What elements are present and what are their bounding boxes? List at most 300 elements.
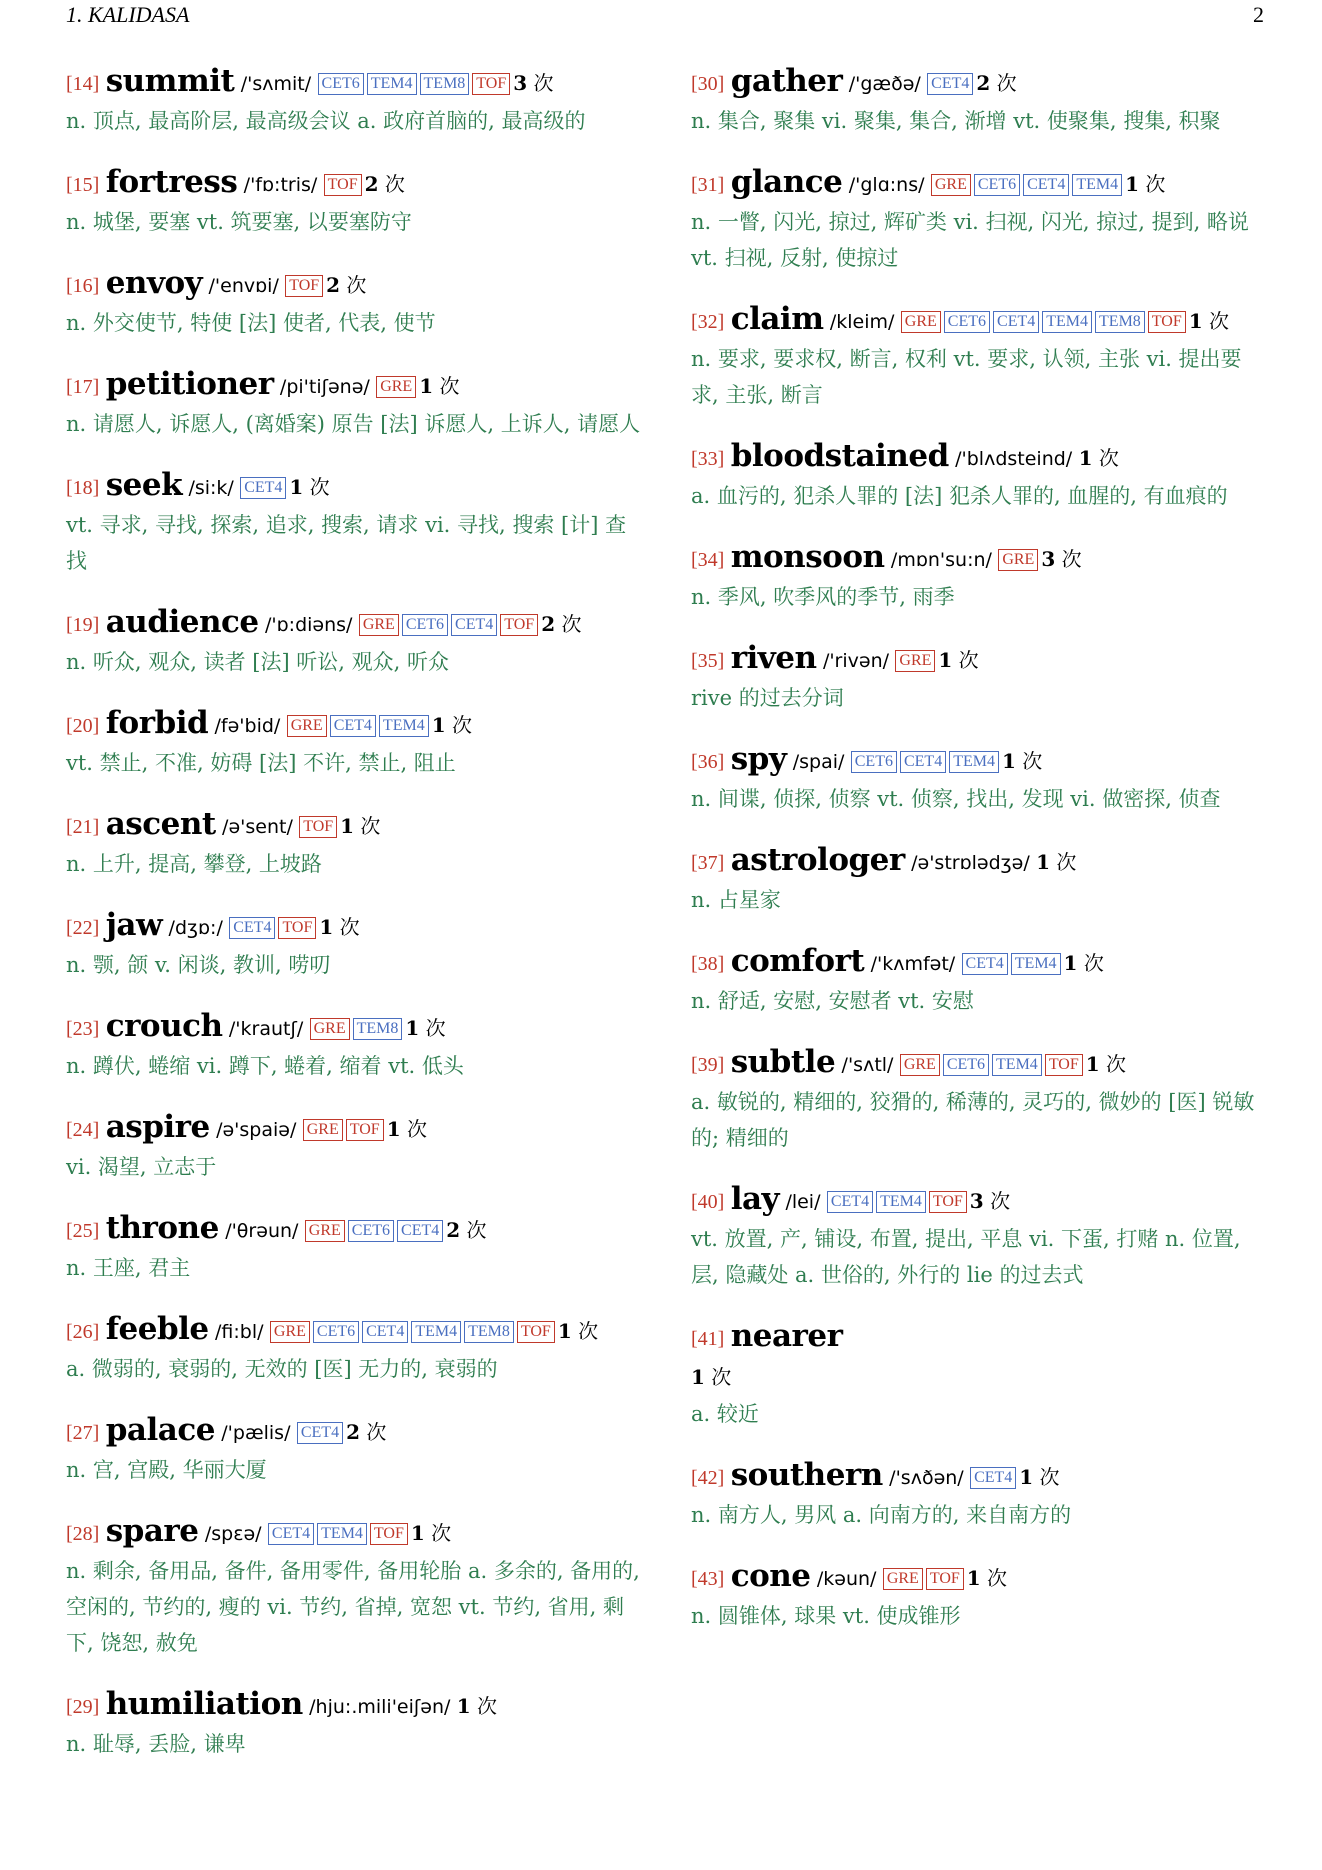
vocab-entry (66, 1310, 641, 1387)
entry-number: [31] (691, 174, 725, 196)
exam-tag-badge: TEM4 (949, 751, 999, 773)
exam-tag-badge: TOF (370, 1523, 408, 1545)
exam-tag-badge: CET4 (240, 477, 286, 499)
pronunciation: /ə'strɒlədʒə/ (911, 852, 1030, 874)
count-number: 2 (346, 1420, 360, 1444)
occurrence-count (1041, 547, 1081, 571)
headword: bloodstained (730, 438, 949, 474)
occurrence-count (1086, 1052, 1126, 1076)
occurrence-count (289, 475, 329, 499)
entry-headline (691, 62, 1266, 103)
count-unit: 次 (354, 814, 381, 838)
count-unit: 次 (983, 1189, 1011, 1213)
entry-headline (66, 1209, 641, 1250)
pronunciation: /fə'bid/ (214, 715, 281, 737)
count-number: 1 (1063, 951, 1078, 975)
definition: vt. 放置, 产, 铺设, 布置, 提出, 平息 vi. 下蛋, 打赌 n. 位置, 层, 隐藏处 a. 世俗的, 外行的 lie 的过去式 (691, 1227, 1241, 1287)
exam-tag-badge: TEM4 (367, 73, 417, 95)
count-unit: 次 (980, 1566, 1008, 1590)
vocab-entry (691, 1180, 1266, 1293)
exam-tags (270, 1319, 558, 1343)
pronunciation: /'glɑ:ns/ (848, 174, 925, 196)
exam-tag-badge: TEM4 (411, 1321, 461, 1343)
vocab-entry (66, 603, 641, 680)
entry-number: [16] (66, 275, 100, 297)
exam-tag-badge: CET4 (397, 1220, 443, 1242)
count-unit: 次 (445, 713, 472, 737)
exam-tags (297, 1420, 346, 1444)
exam-tag-badge: CET6 (944, 311, 990, 333)
vocab-entry (66, 62, 641, 139)
entry-headline (66, 466, 641, 507)
exam-tag-badge: GRE (287, 715, 327, 737)
exam-tag-badge: CET4 (1023, 174, 1069, 196)
entry-number: [29] (66, 1696, 100, 1718)
count-number: 2 (541, 612, 556, 636)
entry-headline (66, 1411, 641, 1452)
entry-headline (66, 62, 641, 103)
count-number: 1 (1078, 446, 1093, 470)
exam-tags (895, 648, 938, 672)
count-number: 1 (966, 1566, 981, 1590)
count-number: 2 (364, 172, 379, 196)
occurrence-count (1189, 309, 1229, 333)
pronunciation: /'kʌmfət/ (870, 953, 956, 975)
exam-tags (376, 374, 419, 398)
occurrence-count (967, 1566, 1007, 1590)
exam-tag-badge: CET6 (974, 174, 1020, 196)
exam-tag-badge: TOF (1045, 1054, 1083, 1076)
entry-headline (66, 163, 641, 204)
headword: feeble (105, 1311, 209, 1347)
vocab-entry (66, 163, 641, 240)
exam-tag-badge: CET4 (297, 1422, 343, 1444)
pronunciation: /fi:bl/ (215, 1321, 264, 1343)
entry-number: [23] (66, 1018, 100, 1040)
count-unit: 次 (433, 374, 460, 398)
count-unit: 次 (424, 1521, 452, 1545)
vocab-entry (66, 1108, 641, 1185)
pronunciation: /'sʌðən/ (889, 1467, 964, 1489)
pronunciation: /'gæðə/ (848, 73, 921, 95)
count-number: 1 (938, 648, 953, 672)
definition: a. 较近 (691, 1402, 759, 1426)
exam-tag-badge: GRE (895, 650, 935, 672)
vocab-entry (691, 942, 1266, 1019)
headword: fortress (105, 164, 238, 200)
definition: a. 敏锐的, 精细的, 狡猾的, 稀薄的, 灵巧的, 微妙的 [医] 锐敏的; 精细的 (691, 1090, 1255, 1150)
headword: cone (730, 1558, 811, 1594)
entry-number: [27] (66, 1422, 100, 1444)
vocab-entry (66, 1411, 641, 1488)
count-number: 3 (1041, 547, 1056, 571)
definition: n. 颚, 颌 v. 闲谈, 教训, 唠叨 (66, 953, 331, 977)
pronunciation: /kəun/ (816, 1568, 877, 1590)
count-number: 2 (326, 273, 341, 297)
exam-tag-badge: GRE (998, 549, 1038, 571)
count-unit: 次 (704, 1365, 732, 1389)
count-number: 2 (976, 71, 991, 95)
headword: lay (730, 1181, 780, 1217)
definition: n. 蹲伏, 蜷缩 vi. 蹲下, 蜷着, 缩着 vt. 低头 (66, 1054, 464, 1078)
definition: n. 城堡, 要塞 vt. 筑要塞, 以要塞防守 (66, 210, 412, 234)
count-unit: 次 (1202, 309, 1230, 333)
count-unit: 次 (470, 1694, 498, 1718)
entry-number: [35] (691, 650, 725, 672)
occurrence-count (691, 1365, 731, 1389)
count-number: 3 (969, 1189, 984, 1213)
exam-tag-badge: CET6 (402, 614, 448, 636)
occurrence-count (346, 1420, 386, 1444)
exam-tags (305, 1218, 446, 1242)
exam-tag-badge: CET4 (962, 953, 1008, 975)
headword: palace (105, 1412, 215, 1448)
exam-tag-badge: CET6 (348, 1220, 394, 1242)
definition: a. 微弱的, 衰弱的, 无效的 [医] 无力的, 衰弱的 (66, 1357, 498, 1381)
exam-tag-badge: TEM8 (420, 73, 470, 95)
count-unit: 次 (303, 475, 330, 499)
exam-tag-badge: CET4 (970, 1467, 1016, 1489)
count-unit: 次 (1077, 951, 1104, 975)
exam-tag-badge: GRE (901, 311, 941, 333)
count-number: 1 (1001, 749, 1016, 773)
occurrence-count (411, 1521, 451, 1545)
entry-headline (691, 1043, 1266, 1084)
occurrence-count (405, 1016, 445, 1040)
exam-tags (268, 1521, 411, 1545)
count-unit: 次 (1050, 850, 1077, 874)
headword: nearer (730, 1318, 843, 1354)
entry-headline (691, 538, 1266, 579)
definition: n. 上升, 提高, 攀登, 上坡路 (66, 852, 322, 876)
entry-headline (691, 740, 1266, 781)
exam-tag-badge: GRE (305, 1220, 345, 1242)
vocab-entry (691, 62, 1266, 139)
exam-tag-badge: GRE (883, 1568, 923, 1590)
occurrence-count (457, 1694, 497, 1718)
pronunciation: /kleim/ (829, 311, 895, 333)
entry-number: [36] (691, 751, 725, 773)
occurrence-count (1064, 951, 1104, 975)
headword: aspire (105, 1109, 210, 1145)
vocab-entry (691, 1557, 1266, 1634)
occurrence-count (938, 648, 978, 672)
count-number: 1 (691, 1365, 705, 1389)
exam-tag-badge: TOF (472, 73, 510, 95)
exam-tag-badge: TOF (1148, 311, 1186, 333)
exam-tag-badge: GRE (931, 174, 971, 196)
pronunciation: /si:k/ (188, 477, 234, 499)
definition: rive 的过去分词 (691, 686, 844, 710)
count-number: 3 (513, 71, 528, 95)
exam-tags (318, 71, 514, 95)
vocab-entry (691, 1317, 1266, 1432)
occurrence-count (387, 1117, 427, 1141)
headword: claim (730, 301, 824, 337)
occurrence-count (365, 172, 405, 196)
exam-tags (324, 172, 365, 196)
pronunciation: /spɛə/ (204, 1523, 262, 1545)
count-unit: 次 (1015, 749, 1043, 773)
pronunciation: /lei/ (785, 1191, 821, 1213)
entry-headline (66, 1685, 641, 1726)
pronunciation: /'blʌdsteind/ (955, 448, 1073, 470)
vocab-entry (66, 1685, 641, 1762)
headword: seek (105, 467, 183, 503)
exam-tags (285, 273, 326, 297)
occurrence-count (1002, 749, 1042, 773)
entry-headline (691, 1557, 1266, 1598)
exam-tags (927, 71, 976, 95)
count-unit: 次 (1055, 547, 1082, 571)
occurrence-count (970, 1189, 1010, 1213)
exam-tag-badge: CET6 (943, 1054, 989, 1076)
headword: forbid (105, 705, 209, 741)
definition: n. 间谍, 侦探, 侦察 vt. 侦察, 找出, 发现 vi. 做密探, 侦查 (691, 787, 1221, 811)
exam-tag-badge: CET4 (362, 1321, 408, 1343)
exam-tag-badge: CET4 (330, 715, 376, 737)
exam-tags (827, 1189, 970, 1213)
entry-headline (691, 942, 1266, 983)
exam-tag-badge: CET6 (851, 751, 897, 773)
exam-tag-badge: GRE (376, 376, 416, 398)
exam-tags (851, 749, 1002, 773)
vocab-entry (66, 704, 641, 781)
entry-number: [37] (691, 852, 725, 874)
occurrence-count (1019, 1465, 1059, 1489)
headword: spare (105, 1513, 199, 1549)
exam-tag-badge: TEM4 (1072, 174, 1122, 196)
entry-number: [30] (691, 73, 725, 95)
definition: n. 一瞥, 闪光, 掠过, 辉矿类 vi. 扫视, 闪光, 掠过, 提到, 略说 vt. 扫视, 反射, 使掠过 (691, 210, 1249, 270)
count-number: 1 (340, 814, 355, 838)
entry-headline (691, 841, 1266, 882)
definition: n. 剩余, 备用品, 备件, 备用零件, 备用轮胎 a. 多余的, 备用的, 空闲的, 节约的, 瘦的 vi. 节约, 省掉, 宽恕 vt. 节约, 省用, 剩下, 饶恕, 赦免 (66, 1559, 640, 1655)
count-unit: 次 (340, 273, 367, 297)
entry-headline (691, 639, 1266, 680)
vocab-entry (691, 1043, 1266, 1156)
vocab-entry (691, 300, 1266, 413)
pronunciation: /ə'sent/ (222, 816, 293, 838)
exam-tags (970, 1465, 1019, 1489)
vocab-entry (691, 1456, 1266, 1533)
vocab-entry (691, 740, 1266, 817)
definition: n. 顶点, 最高阶层, 最高级会议 a. 政府首脑的, 最高级的 (66, 109, 586, 133)
exam-tags (931, 172, 1125, 196)
exam-tag-badge: GRE (359, 614, 399, 636)
definition: n. 季风, 吹季风的季节, 雨季 (691, 585, 955, 609)
entry-number: [15] (66, 174, 100, 196)
vocab-entry (691, 538, 1266, 615)
occurrence-count (319, 915, 359, 939)
headword: envoy (105, 265, 203, 301)
count-unit: 次 (359, 1420, 387, 1444)
pronunciation: /'ɒ:diəns/ (264, 614, 353, 636)
count-unit: 次 (419, 1016, 446, 1040)
count-number: 1 (1019, 1465, 1034, 1489)
left-column (66, 62, 641, 1786)
entry-number: [34] (691, 549, 725, 571)
headword: crouch (105, 1008, 223, 1044)
definition: vi. 渴望, 立志于 (66, 1155, 217, 1179)
headword: subtle (730, 1044, 836, 1080)
vocab-entry (66, 1209, 641, 1286)
count-number: 1 (289, 475, 304, 499)
entry-number: [43] (691, 1568, 725, 1590)
count-number: 1 (405, 1016, 420, 1040)
pronunciation: /'rivən/ (822, 650, 890, 672)
exam-tag-badge: CET4 (451, 614, 497, 636)
exam-tags (962, 951, 1064, 975)
count-unit: 次 (990, 71, 1017, 95)
occurrence-count (1079, 446, 1119, 470)
definition: n. 听众, 观众, 读者 [法] 听讼, 观众, 听众 (66, 650, 450, 674)
count-number: 1 (386, 1117, 401, 1141)
exam-tags (229, 915, 319, 939)
occurrence-count (1125, 172, 1165, 196)
exam-tag-badge: CET4 (268, 1523, 314, 1545)
entry-number: [19] (66, 614, 100, 636)
exam-tag-badge: TEM4 (876, 1191, 926, 1213)
entry-number: [28] (66, 1523, 100, 1545)
definition: n. 外交使节, 特使 [法] 使者, 代表, 使节 (66, 311, 436, 335)
right-column (691, 62, 1266, 1786)
headword: summit (105, 63, 235, 99)
occurrence-count (976, 71, 1016, 95)
exam-tags (303, 1117, 387, 1141)
entry-number: [42] (691, 1467, 725, 1489)
headword: monsoon (730, 539, 885, 575)
pronunciation: /'envɒi/ (208, 275, 279, 297)
count-number: 1 (1085, 1052, 1100, 1076)
entry-headline (66, 264, 641, 305)
entry-number: [41] (691, 1328, 725, 1350)
vocab-entry (691, 163, 1266, 276)
entry-headline (691, 163, 1266, 204)
definition: vt. 禁止, 不准, 妨碍 [法] 不许, 禁止, 阻止 (66, 751, 456, 775)
pronunciation: /'sʌtl/ (841, 1054, 894, 1076)
exam-tag-badge: CET4 (993, 311, 1039, 333)
occurrence-count (340, 814, 380, 838)
definition: n. 舒适, 安慰, 安慰者 vt. 安慰 (691, 989, 974, 1013)
count-number: 1 (456, 1694, 471, 1718)
count-unit: 次 (555, 612, 582, 636)
exam-tag-badge: TOF (285, 275, 323, 297)
occurrence-count (541, 612, 581, 636)
entry-number: [24] (66, 1119, 100, 1141)
entry-headline (66, 704, 641, 745)
count-unit: 次 (460, 1218, 487, 1242)
exam-tag-badge: TEM8 (1095, 311, 1145, 333)
entry-number: [20] (66, 715, 100, 737)
entry-headline (691, 437, 1266, 478)
pronunciation: /ə'spaiə/ (216, 1119, 297, 1141)
exam-tag-badge: GRE (900, 1054, 940, 1076)
count-unit: 次 (1139, 172, 1166, 196)
occurrence-count (419, 374, 459, 398)
exam-tags (901, 309, 1189, 333)
headword: glance (730, 164, 843, 200)
definition: n. 集合, 聚集 vi. 聚集, 集合, 渐增 vt. 使聚集, 搜集, 积聚 (691, 109, 1221, 133)
exam-tag-badge: TOF (346, 1119, 384, 1141)
exam-tags (287, 713, 432, 737)
occurrence-count (432, 713, 472, 737)
count-number: 1 (1125, 172, 1140, 196)
count-unit: 次 (952, 648, 979, 672)
vocab-entry (66, 466, 641, 579)
headword: riven (730, 640, 817, 676)
entry-number: [38] (691, 953, 725, 975)
exam-tag-badge: CET4 (827, 1191, 873, 1213)
entry-headline (66, 805, 641, 846)
definition: n. 南方人, 男风 a. 向南方的, 来自南方的 (691, 1503, 1072, 1527)
vocab-entry (66, 264, 641, 341)
count-number: 2 (446, 1218, 461, 1242)
pronunciation: /dʒɒ:/ (168, 917, 223, 939)
count-number: 1 (1188, 309, 1203, 333)
count-unit: 次 (1033, 1465, 1060, 1489)
count-number: 1 (410, 1521, 425, 1545)
headword: gather (730, 63, 843, 99)
definition: n. 占星家 (691, 888, 781, 912)
exam-tag-badge: TEM8 (353, 1018, 403, 1040)
entry-number: [14] (66, 73, 100, 95)
entry-number: [33] (691, 448, 725, 470)
count-unit: 次 (333, 915, 360, 939)
running-title: 1. KALIDASA (66, 2, 190, 27)
entry-headline (691, 1180, 1266, 1221)
pronunciation: /'fɒ:tris/ (243, 174, 318, 196)
headword: comfort (730, 943, 865, 979)
exam-tag-badge: TEM4 (1011, 953, 1061, 975)
exam-tag-badge: TEM4 (317, 1523, 367, 1545)
entry-number: [17] (66, 376, 100, 398)
headword: astrologer (730, 842, 905, 878)
occurrence-count (1036, 850, 1076, 874)
exam-tags (299, 814, 340, 838)
exam-tag-badge: GRE (270, 1321, 310, 1343)
count-number: 1 (319, 915, 334, 939)
exam-tag-badge: CET4 (229, 917, 275, 939)
occurrence-count (326, 273, 366, 297)
count-number: 1 (1036, 850, 1051, 874)
count-number: 1 (557, 1319, 572, 1343)
vocab-entry (66, 906, 641, 983)
headword: humiliation (105, 1686, 303, 1722)
occurrence-count (446, 1218, 486, 1242)
pronunciation: /hju:.mili'eiʃən/ (309, 1696, 451, 1718)
definition: n. 耻辱, 丢脸, 谦卑 (66, 1732, 246, 1756)
vocab-entry (691, 639, 1266, 716)
pronunciation: /'θrəun/ (225, 1220, 299, 1242)
entry-number: [39] (691, 1054, 725, 1076)
headword: audience (105, 604, 259, 640)
entry-number: [25] (66, 1220, 100, 1242)
headword: ascent (105, 806, 216, 842)
definition: n. 王座, 君主 (66, 1256, 191, 1280)
pronunciation: /pi'tiʃənə/ (279, 376, 370, 398)
entry-number: [22] (66, 917, 100, 939)
count-unit: 次 (400, 1117, 427, 1141)
exam-tag-badge: TOF (299, 816, 337, 838)
exam-tag-badge: CET6 (313, 1321, 359, 1343)
headword: southern (730, 1457, 883, 1493)
count-unit: 次 (1099, 1052, 1127, 1076)
definition: a. 血污的, 犯杀人罪的 [法] 犯杀人罪的, 血腥的, 有血痕的 (691, 484, 1228, 508)
exam-tag-badge: TOF (929, 1191, 967, 1213)
exam-tag-badge: GRE (303, 1119, 343, 1141)
entry-headline (66, 1108, 641, 1149)
